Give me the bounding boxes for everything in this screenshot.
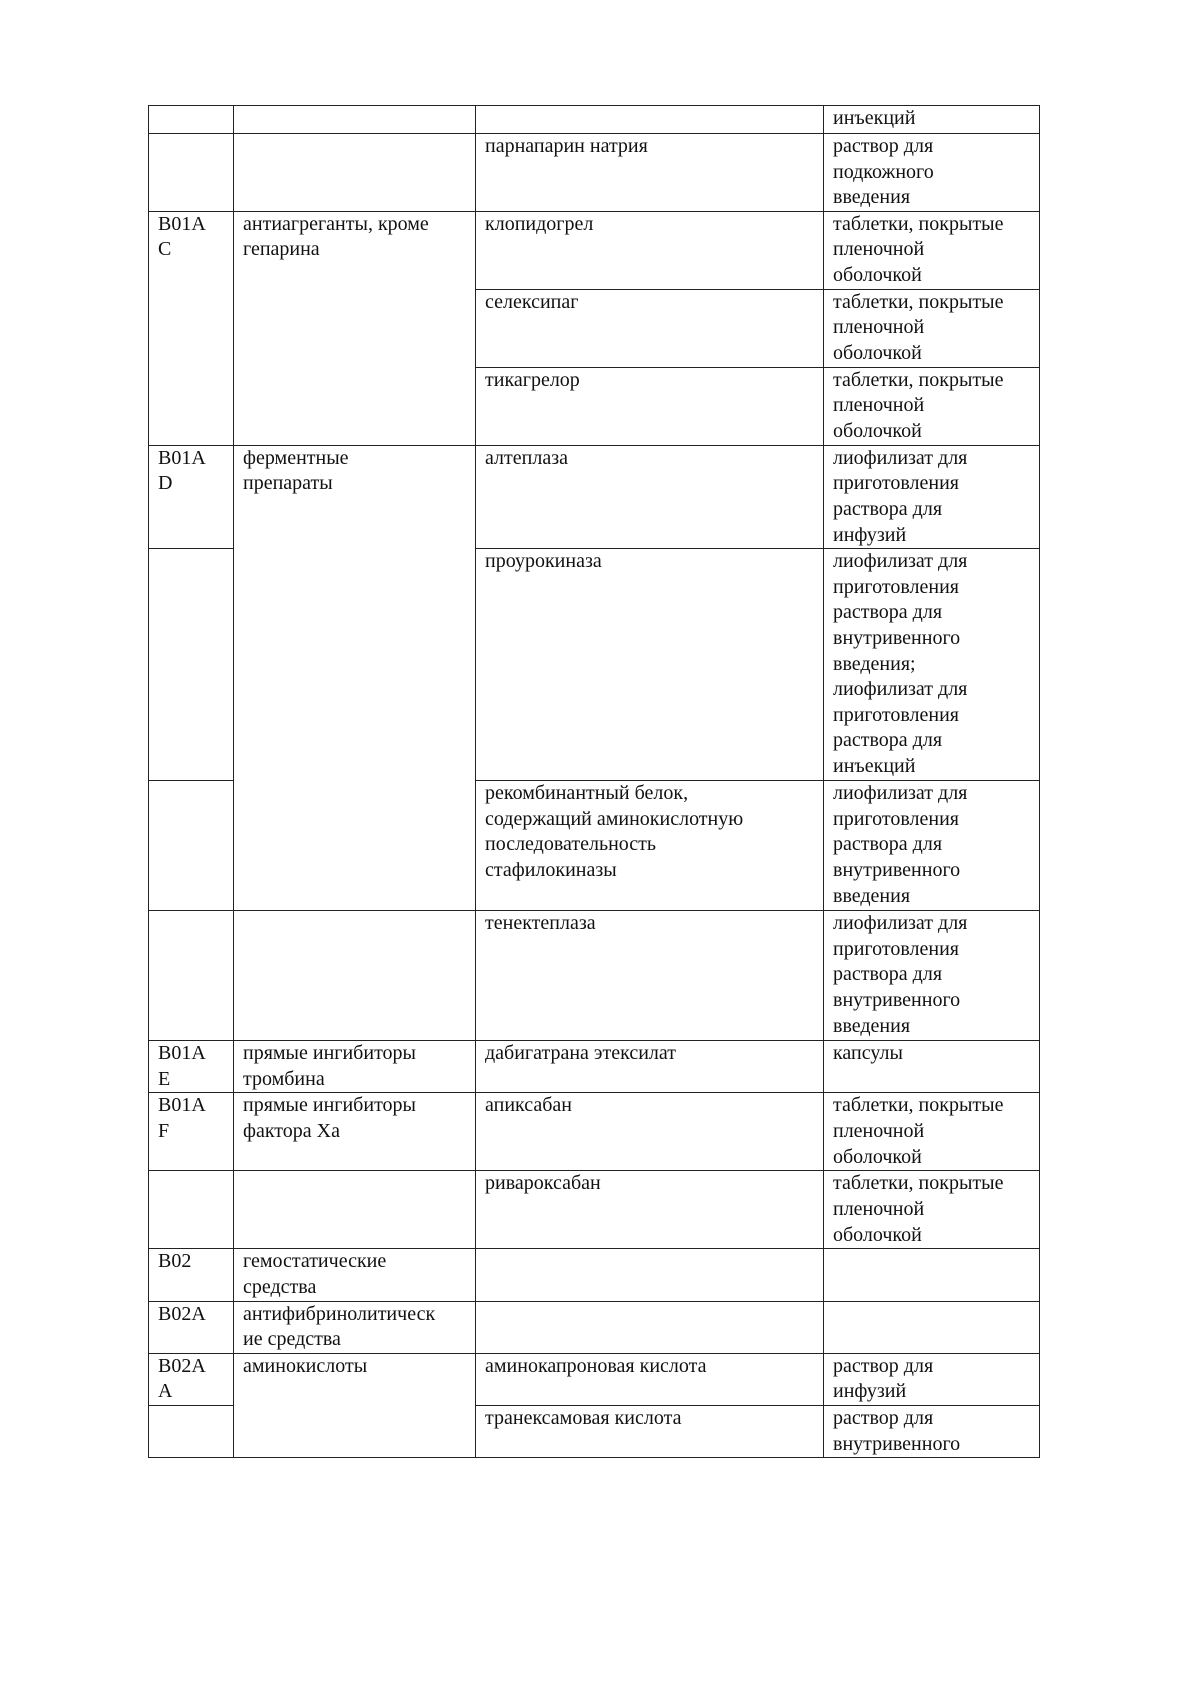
group-name-cell <box>234 106 476 134</box>
atc-code-cell: B01A F <box>149 1093 234 1171</box>
table-row <box>149 1249 1040 1301</box>
table-row <box>149 1041 1040 1093</box>
atc-code-cell <box>149 549 234 781</box>
dosage-form-cell: раствор для внутривенного <box>824 1405 1040 1457</box>
dosage-form-cell: таблетки, покрытые пленочной оболочкой <box>824 289 1040 367</box>
drug-name-cell <box>476 106 824 134</box>
dosage-form-cell <box>824 1301 1040 1353</box>
table-row <box>149 211 1040 289</box>
table-row <box>149 106 1040 134</box>
drug-name-cell: апиксабан <box>476 1093 824 1171</box>
group-name-cell: ферментные препараты <box>234 445 476 910</box>
drug-classification-table <box>148 105 1040 1458</box>
drug-name-cell <box>476 1249 824 1301</box>
dosage-form-cell: лиофилизат для приготовления раствора для внутривенного введения; лиофилизат для приготовления раствора для инъекций <box>824 549 1040 781</box>
dosage-form-cell: раствор для инфузий <box>824 1353 1040 1405</box>
atc-code-cell: B01A D <box>149 445 234 548</box>
atc-code-cell <box>149 781 234 911</box>
drug-name-cell: алтеплаза <box>476 445 824 548</box>
drug-name-cell: аминокапроновая кислота <box>476 1353 824 1405</box>
atc-code-cell <box>149 106 234 134</box>
dosage-form-cell: капсулы <box>824 1041 1040 1093</box>
dosage-form-cell: лиофилизат для приготовления раствора для инфузий <box>824 445 1040 548</box>
drug-name-cell <box>476 1301 824 1353</box>
group-name-cell: прямые ингибиторы фактора Xa <box>234 1093 476 1171</box>
dosage-form-cell: инъекций <box>824 106 1040 134</box>
dosage-form-cell: таблетки, покрытые пленочной оболочкой <box>824 1171 1040 1249</box>
atc-code-cell: B02A <box>149 1301 234 1353</box>
table-row <box>149 1171 1040 1249</box>
dosage-form-cell: раствор для подкожного введения <box>824 134 1040 212</box>
group-name-cell <box>234 134 476 212</box>
group-name-cell: прямые ингибиторы тромбина <box>234 1041 476 1093</box>
group-name-cell: гемостатические средства <box>234 1249 476 1301</box>
dosage-form-cell: лиофилизат для приготовления раствора для внутривенного введения <box>824 781 1040 911</box>
dosage-form-cell <box>824 1249 1040 1301</box>
dosage-form-cell: таблетки, покрытые пленочной оболочкой <box>824 1093 1040 1171</box>
group-name-cell: антиагреганты, кроме гепарина <box>234 211 476 445</box>
table-row <box>149 1353 1040 1405</box>
table-row <box>149 911 1040 1041</box>
drug-name-cell: парнапарин натрия <box>476 134 824 212</box>
atc-code-cell: B01A C <box>149 211 234 445</box>
atc-code-cell: B01A E <box>149 1041 234 1093</box>
dosage-form-cell: лиофилизат для приготовления раствора для внутривенного введения <box>824 911 1040 1041</box>
group-name-cell: антифибринолитическ ие средства <box>234 1301 476 1353</box>
drug-name-cell: проурокиназа <box>476 549 824 781</box>
drug-name-cell: рекомбинантный белок, содержащий аминокислотную последовательность стафилокиназы <box>476 781 824 911</box>
group-name-cell: аминокислоты <box>234 1353 476 1457</box>
atc-code-cell <box>149 1171 234 1249</box>
drug-name-cell: транексамовая кислота <box>476 1405 824 1457</box>
dosage-form-cell: таблетки, покрытые пленочной оболочкой <box>824 211 1040 289</box>
drug-name-cell: тикагрелор <box>476 367 824 445</box>
table-row <box>149 1093 1040 1171</box>
table-row <box>149 134 1040 212</box>
atc-code-cell <box>149 911 234 1041</box>
drug-name-cell: дабигатрана этексилат <box>476 1041 824 1093</box>
drug-name-cell: тенектеплаза <box>476 911 824 1041</box>
dosage-form-cell: таблетки, покрытые пленочной оболочкой <box>824 367 1040 445</box>
table-row <box>149 1301 1040 1353</box>
drug-name-cell: клопидогрел <box>476 211 824 289</box>
atc-code-cell: B02 <box>149 1249 234 1301</box>
drug-name-cell: ривароксабан <box>476 1171 824 1249</box>
group-name-cell <box>234 911 476 1041</box>
table-row <box>149 445 1040 548</box>
atc-code-cell <box>149 134 234 212</box>
drug-name-cell: селексипаг <box>476 289 824 367</box>
atc-code-cell: B02A A <box>149 1353 234 1405</box>
group-name-cell <box>234 1171 476 1249</box>
atc-code-cell <box>149 1405 234 1457</box>
